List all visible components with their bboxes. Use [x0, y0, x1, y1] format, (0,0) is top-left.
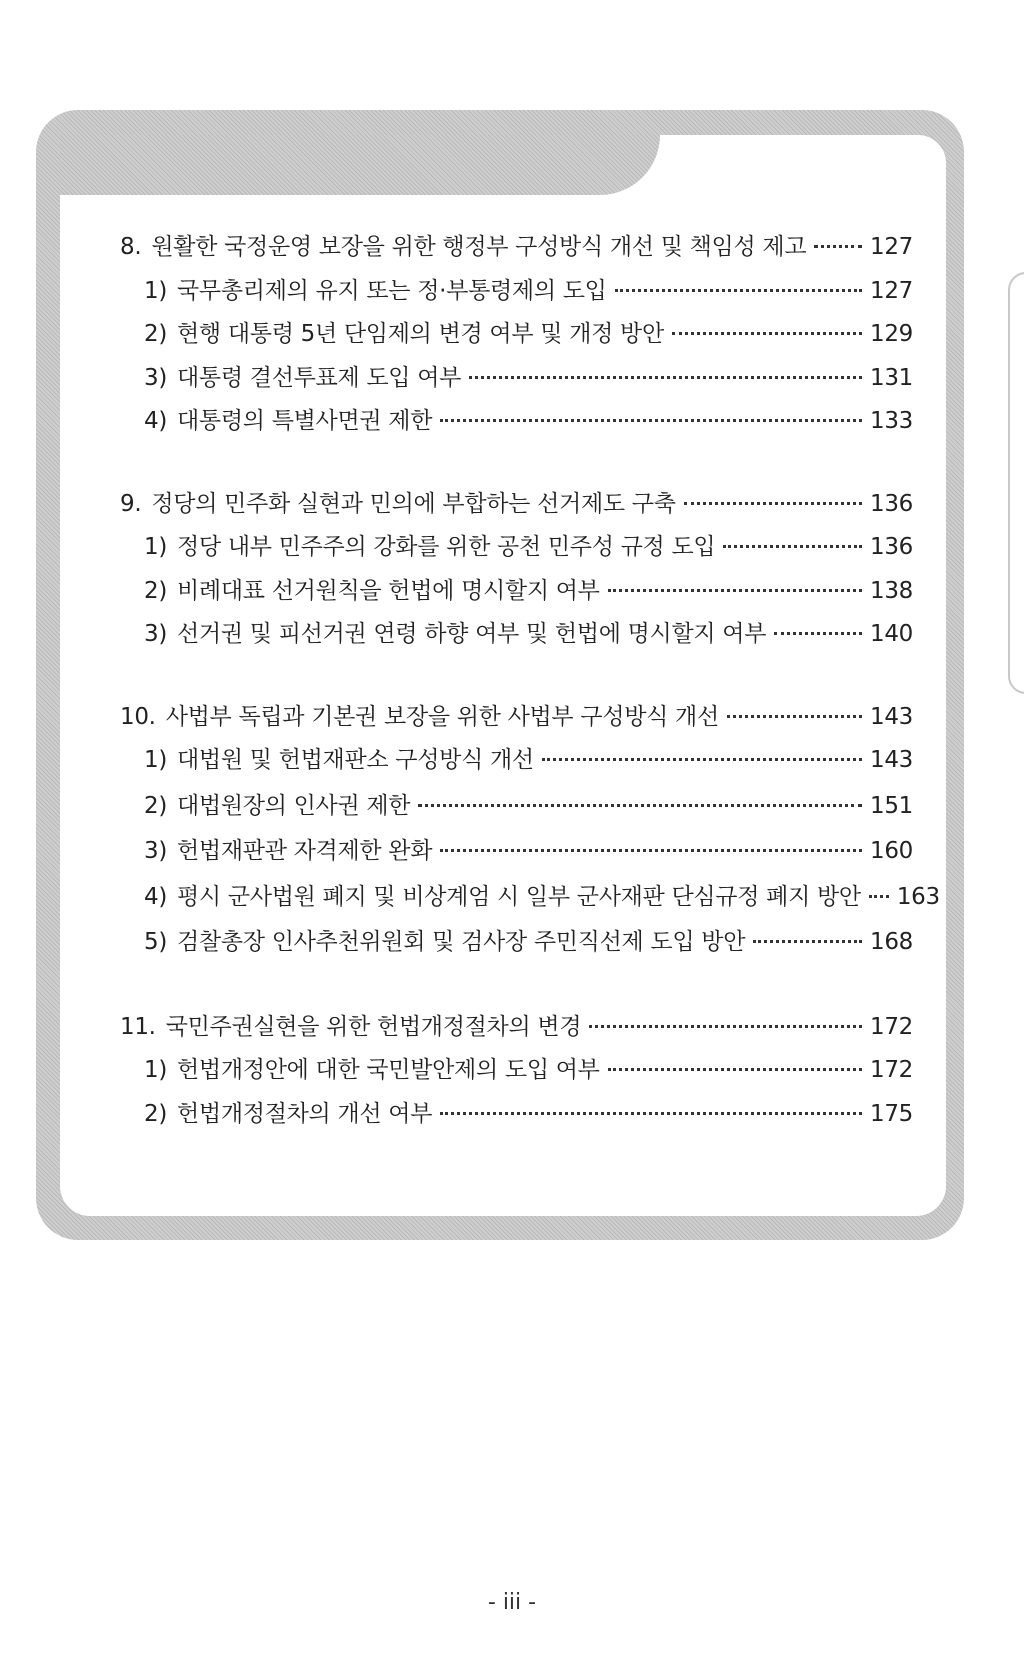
leader-dots: [753, 940, 862, 943]
toc-entry-9-3[interactable]: [120, 615, 913, 659]
toc-entry-number: 9.: [120, 490, 142, 517]
toc-entry-page: 136: [870, 490, 913, 517]
toc-entry-page: 172: [870, 1057, 913, 1083]
toc-entry-title: 원활한 국정운영 보장을 위한 행정부 구성방식 개선 및 책임성 제고: [151, 234, 807, 260]
toc-entry-title: 국무총리제의 유지 또는 정·부통령제의 도입: [177, 277, 607, 304]
toc-entry-title: 현행 대통령 5년 단임제의 변경 여부 및 개정 방안: [177, 321, 664, 347]
toc-entry-page: 133: [870, 408, 913, 434]
toc-entry-page: 140: [870, 621, 913, 647]
toc-section-9: [120, 485, 913, 659]
leader-dots: [869, 895, 889, 898]
toc-entry-title: 사법부 독립과 기본권 보장을 위한 사법부 구성방식 개선: [165, 703, 719, 730]
page-number: - iii -: [487, 1590, 537, 1615]
toc-entry-10-2[interactable]: [120, 787, 913, 833]
toc-entry-number: 2): [144, 577, 168, 604]
toc-entry-page: 129: [870, 321, 913, 347]
toc-entry-number: 3): [144, 364, 168, 391]
leader-dots: [774, 632, 862, 635]
toc-entry-8-4[interactable]: [120, 402, 913, 446]
toc-entry-page: 151: [870, 792, 913, 819]
toc-entry-9[interactable]: [120, 485, 913, 529]
toc-entry-number: 5): [144, 929, 168, 955]
leader-dots: [418, 804, 862, 807]
leader-dots: [608, 589, 862, 592]
toc-entry-title: 평시 군사법원 폐지 및 비상계엄 시 일부 군사재판 단심규정 폐지 방안: [177, 883, 861, 910]
toc-entry-8-1[interactable]: [120, 272, 913, 316]
toc-section-8: [120, 228, 913, 446]
toc-entry-10-4[interactable]: [120, 878, 940, 924]
toc-entry-title: 정당 내부 민주주의 강화를 위한 공천 민주성 규정 도입: [177, 534, 716, 560]
leader-dots: [440, 849, 862, 852]
toc-entry-8-3[interactable]: [120, 359, 913, 403]
toc-entry-page: 136: [870, 534, 913, 560]
toc-entry-number: 11.: [120, 1013, 156, 1040]
toc-entry-page: 143: [870, 703, 913, 730]
toc-entry-page: 127: [870, 277, 913, 304]
leader-dots: [469, 376, 862, 379]
toc-entry-number: 2): [144, 321, 168, 347]
leader-dots: [440, 419, 862, 422]
toc-entry-number: 1): [144, 1057, 168, 1083]
toc-entry-number: 3): [144, 621, 168, 647]
toc-entry-number: 10.: [120, 703, 156, 730]
toc-entry-page: 127: [870, 234, 913, 260]
toc-entry-title: 대통령 결선투표제 도입 여부: [177, 364, 462, 391]
toc-entry-title: 대법원 및 헌법재판소 구성방식 개선: [177, 747, 534, 773]
toc-frame-tab: [60, 135, 660, 195]
toc-entry-number: 1): [144, 747, 168, 773]
toc-section-11: [120, 1008, 913, 1139]
toc-entry-11-1[interactable]: [120, 1051, 913, 1095]
toc-entry-title: 선거권 및 피선거권 연령 하향 여부 및 헌법에 명시할지 여부: [177, 621, 767, 647]
toc-entry-title: 대법원장의 인사권 제한: [177, 792, 411, 819]
leader-dots: [723, 545, 862, 548]
toc-entry-number: 4): [144, 883, 168, 910]
toc-entry-number: 1): [144, 534, 168, 560]
toc-entry-8[interactable]: [120, 228, 913, 272]
toc-section-10: [120, 698, 940, 969]
toc-entry-page: 143: [870, 747, 913, 773]
toc-entry-number: 3): [144, 838, 168, 864]
leader-dots: [589, 1025, 862, 1028]
toc-entry-page: 160: [870, 838, 913, 864]
toc-entry-number: 4): [144, 408, 168, 434]
leader-dots: [727, 715, 862, 718]
toc-entry-page: 175: [870, 1100, 913, 1127]
toc-entry-number: 2): [144, 1100, 168, 1127]
toc-entry-number: 1): [144, 277, 168, 304]
leader-dots: [608, 1068, 862, 1071]
toc-entry-9-2[interactable]: [120, 572, 913, 616]
toc-entry-number: 2): [144, 792, 168, 819]
table-of-contents: [120, 228, 940, 1177]
leader-dots: [542, 758, 862, 761]
leader-dots: [615, 289, 862, 292]
leader-dots: [814, 245, 862, 248]
toc-entry-10-1[interactable]: [120, 741, 913, 787]
toc-entry-page: 163: [896, 883, 940, 910]
toc-entry-title: 정당의 민주화 실현과 민의에 부합하는 선거제도 구축: [151, 490, 676, 517]
toc-entry-10-5[interactable]: [120, 923, 913, 969]
toc-entry-number: 8.: [120, 234, 142, 260]
toc-entry-title: 비례대표 선거원칙을 헌법에 명시할지 여부: [177, 577, 600, 604]
leader-dots: [672, 332, 862, 335]
toc-entry-page: 138: [870, 577, 913, 604]
leader-dots: [684, 502, 862, 505]
toc-entry-title: 헌법개정절차의 개선 여부: [177, 1100, 433, 1127]
toc-entry-10[interactable]: [120, 698, 913, 742]
toc-entry-page: 172: [870, 1013, 913, 1040]
toc-entry-10-3[interactable]: [120, 832, 913, 878]
toc-entry-page: 131: [870, 364, 913, 391]
toc-entry-title: 헌법재판관 자격제한 완화: [177, 838, 433, 864]
toc-entry-title: 검찰총장 인사추천위원회 및 검사장 주민직선제 도입 방안: [177, 929, 746, 955]
toc-entry-8-2[interactable]: [120, 315, 913, 359]
toc-entry-9-1[interactable]: [120, 528, 913, 572]
toc-entry-title: 대통령의 특별사면권 제한: [177, 408, 433, 434]
toc-entry-11[interactable]: [120, 1008, 913, 1052]
toc-entry-11-2[interactable]: [120, 1095, 913, 1139]
side-index-tab: [1008, 272, 1024, 694]
toc-entry-page: 168: [870, 929, 913, 955]
toc-entry-title: 국민주권실현을 위한 헌법개정절차의 변경: [165, 1013, 582, 1040]
toc-entry-title: 헌법개정안에 대한 국민발안제의 도입 여부: [177, 1057, 600, 1083]
leader-dots: [440, 1112, 862, 1115]
